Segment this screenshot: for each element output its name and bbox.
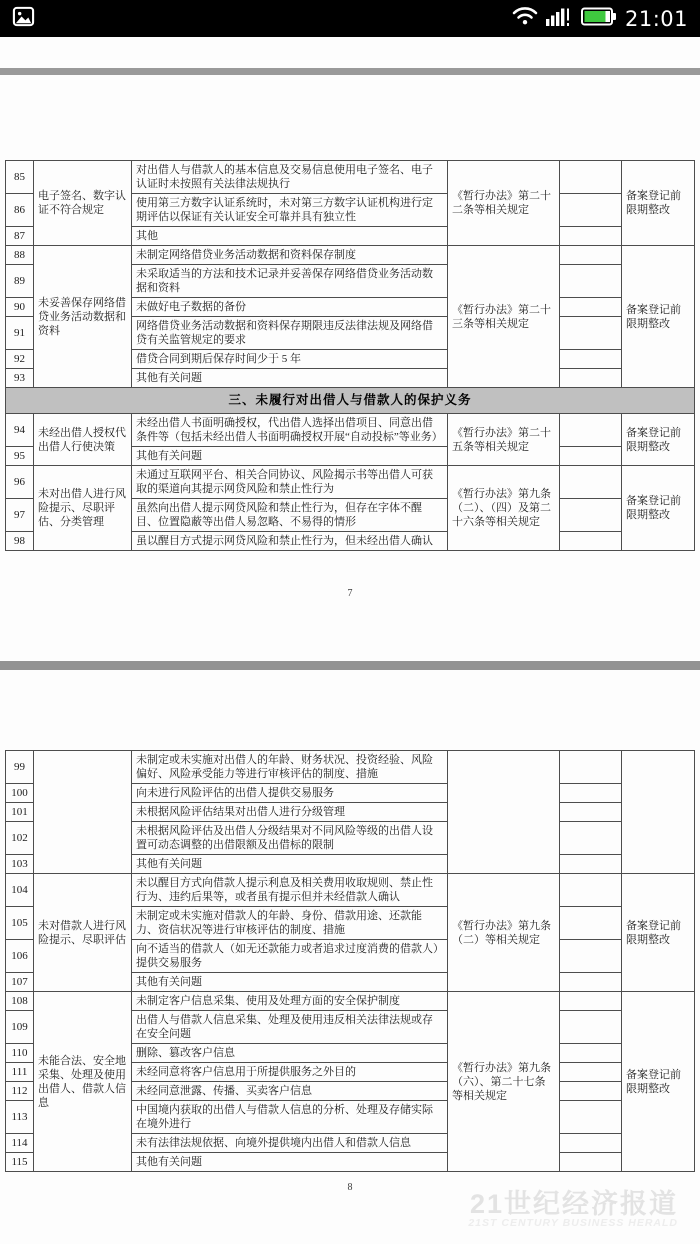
row-number-cell: 109 bbox=[6, 1011, 34, 1044]
table-row bbox=[6, 246, 695, 265]
violation-description-cell: 未做好电子数据的备份 bbox=[132, 298, 448, 317]
empty-check-cell bbox=[560, 227, 622, 246]
empty-check-cell bbox=[560, 414, 622, 447]
row-number-cell: 106 bbox=[6, 940, 34, 973]
wifi-icon bbox=[512, 6, 538, 31]
section-header: 三、未履行对出借人与借款人的保护义务 bbox=[6, 388, 695, 414]
empty-check-cell bbox=[560, 161, 622, 194]
row-number-cell: 103 bbox=[6, 855, 34, 874]
regulation-basis-cell: 《暂行办法》第九条（二）、（四）及第二十六条等相关规定 bbox=[448, 466, 560, 551]
regulation-basis-cell: 《暂行办法》第二十三条等相关规定 bbox=[448, 246, 560, 388]
violation-description-cell: 向未进行风险评估的出借人提供交易服务 bbox=[132, 784, 448, 803]
empty-check-cell bbox=[560, 265, 622, 298]
disposition-cell: 备案登记前限期整改 bbox=[622, 992, 695, 1172]
row-number-cell: 86 bbox=[6, 194, 34, 227]
row-number-cell: 99 bbox=[6, 751, 34, 784]
empty-check-cell bbox=[560, 940, 622, 973]
table-row bbox=[6, 414, 695, 447]
empty-check-cell bbox=[560, 350, 622, 369]
violation-description-cell: 其他有关问题 bbox=[132, 1153, 448, 1172]
violation-description-cell: 未根据风险评估及出借人分级结果对不同风险等级的出借人设置可动态调整的出借限额及出借标的限制 bbox=[132, 822, 448, 855]
empty-check-cell bbox=[560, 907, 622, 940]
violation-description-cell: 未通过互联网平台、相关合同协议、风险揭示书等出借人可获取的渠道向其提示网贷风险和禁止性行为 bbox=[132, 466, 448, 499]
empty-check-cell bbox=[560, 874, 622, 907]
status-bar bbox=[0, 0, 700, 37]
empty-check-cell bbox=[560, 973, 622, 992]
violation-description-cell: 其他有关问题 bbox=[132, 973, 448, 992]
row-number-cell: 100 bbox=[6, 784, 34, 803]
violation-description-cell: 借贷合同到期后保存时间少于 5 年 bbox=[132, 350, 448, 369]
violation-description-cell: 其他有关问题 bbox=[132, 855, 448, 874]
violation-description-cell: 未制定客户信息采集、使用及处理方面的安全保护制度 bbox=[132, 992, 448, 1011]
empty-check-cell bbox=[560, 1134, 622, 1153]
row-number-cell: 94 bbox=[6, 414, 34, 447]
violation-table-page7 bbox=[5, 160, 695, 551]
empty-check-cell bbox=[560, 447, 622, 466]
violation-description-cell: 未经出借人书面明确授权，代出借人选择出借项目、同意出借条件等（包括未经出借人书面明确授权开展“自动投标”等业务） bbox=[132, 414, 448, 447]
violation-description-cell: 其他 bbox=[132, 227, 448, 246]
category-cell: 未妥善保存网络借贷业务活动数据和资料 bbox=[34, 246, 132, 388]
row-number-cell: 111 bbox=[6, 1063, 34, 1082]
empty-check-cell bbox=[560, 803, 622, 822]
table-row bbox=[6, 992, 695, 1011]
row-number-cell: 108 bbox=[6, 992, 34, 1011]
clock: 21:01 bbox=[624, 6, 688, 31]
row-number-cell: 91 bbox=[6, 317, 34, 350]
row-number-cell: 85 bbox=[6, 161, 34, 194]
row-number-cell: 101 bbox=[6, 803, 34, 822]
violation-description-cell: 虽以醒目方式提示网贷风险和禁止性行为，但未经出借人确认 bbox=[132, 532, 448, 551]
regulation-basis-cell: 《暂行办法》第二十二条等相关规定 bbox=[448, 161, 560, 246]
category-cell: 未能合法、安全地采集、处理及使用出借人、借款人信息 bbox=[34, 992, 132, 1172]
category-cell: 未对出借人进行风险提示、尽职评估、分类管理 bbox=[34, 466, 132, 551]
regulation-basis-cell: 《暂行办法》第九条（六）、第二十七条等相关规定 bbox=[448, 992, 560, 1172]
row-number-cell: 102 bbox=[6, 822, 34, 855]
row-number-cell: 95 bbox=[6, 447, 34, 466]
page-number: 7 bbox=[347, 588, 353, 599]
category-cell: 未经出借人授权代出借人行使决策 bbox=[34, 414, 132, 466]
violation-description-cell: 未制定或未实施对借款人的年龄、身份、借款用途、还款能力、资信状况等进行审核评估的制度、措施 bbox=[132, 907, 448, 940]
image-notification-icon bbox=[12, 5, 35, 33]
empty-check-cell bbox=[560, 1044, 622, 1063]
row-number-cell: 89 bbox=[6, 265, 34, 298]
row-number-cell: 90 bbox=[6, 298, 34, 317]
table-row bbox=[6, 874, 695, 907]
empty-check-cell bbox=[560, 1082, 622, 1101]
empty-check-cell bbox=[560, 369, 622, 388]
watermark bbox=[468, 1190, 678, 1229]
empty-check-cell bbox=[560, 532, 622, 551]
table-row bbox=[6, 388, 695, 414]
row-number-cell: 97 bbox=[6, 499, 34, 532]
empty-check-cell bbox=[560, 298, 622, 317]
violation-description-cell: 未经同意将客户信息用于所提供服务之外目的 bbox=[132, 1063, 448, 1082]
page-number: 8 bbox=[347, 1182, 353, 1193]
empty-check-cell bbox=[560, 1063, 622, 1082]
row-number-cell: 104 bbox=[6, 874, 34, 907]
disposition-cell: 备案登记前限期整改 bbox=[622, 874, 695, 992]
table-row bbox=[6, 161, 695, 194]
violation-description-cell: 未制定或未实施对出借人的年龄、财务状况、投资经验、风险偏好、风险承受能力等进行审核评估的制度、措施 bbox=[132, 751, 448, 784]
row-number-cell: 114 bbox=[6, 1134, 34, 1153]
empty-check-cell bbox=[560, 194, 622, 227]
violation-table-page8 bbox=[5, 750, 695, 1172]
violation-description-cell: 未根据风险评估结果对出借人进行分级管理 bbox=[132, 803, 448, 822]
page-divider bbox=[0, 661, 700, 670]
violation-description-cell: 删除、篡改客户信息 bbox=[132, 1044, 448, 1063]
disposition-cell bbox=[622, 751, 695, 874]
violation-description-cell: 未制定网络借贷业务活动数据和资料保存制度 bbox=[132, 246, 448, 265]
watermark-subtitle: 21ST CENTURY BUSINESS HERALD bbox=[468, 1217, 678, 1230]
violation-description-cell: 未采取适当的方法和技术记录并妥善保存网络借贷业务活动数据和资料 bbox=[132, 265, 448, 298]
table-row bbox=[6, 466, 695, 499]
empty-check-cell bbox=[560, 1101, 622, 1134]
regulation-basis-cell: 《暂行办法》第二十五条等相关规定 bbox=[448, 414, 560, 466]
category-cell bbox=[34, 751, 132, 874]
row-number-cell: 107 bbox=[6, 973, 34, 992]
violation-description-cell: 未以醒目方式向借款人提示利息及相关费用收取规则、禁止性行为、违约后果等，或者虽有提示但并未经借款人确认 bbox=[132, 874, 448, 907]
empty-check-cell bbox=[560, 992, 622, 1011]
empty-check-cell bbox=[560, 855, 622, 874]
page-divider bbox=[0, 68, 700, 75]
disposition-cell: 备案登记前限期整改 bbox=[622, 161, 695, 246]
row-number-cell: 98 bbox=[6, 532, 34, 551]
empty-check-cell bbox=[560, 822, 622, 855]
row-number-cell: 92 bbox=[6, 350, 34, 369]
row-number-cell: 93 bbox=[6, 369, 34, 388]
category-cell: 电子签名、数字认证不符合规定 bbox=[34, 161, 132, 246]
battery-icon bbox=[581, 7, 617, 31]
violation-description-cell: 出借人与借款人信息采集、处理及使用违反相关法律法规或存在安全问题 bbox=[132, 1011, 448, 1044]
table-row bbox=[6, 751, 695, 784]
row-number-cell: 87 bbox=[6, 227, 34, 246]
violation-description-cell: 虽然向出借人提示网贷风险和禁止性行为，但存在字体不醒目、位置隐蔽等出借人易忽略、不易得的情形 bbox=[132, 499, 448, 532]
violation-description-cell: 向不适当的借款人（如无还款能力或者追求过度消费的借款人）提供交易服务 bbox=[132, 940, 448, 973]
signal-strength-icon bbox=[546, 6, 573, 31]
row-number-cell: 105 bbox=[6, 907, 34, 940]
violation-description-cell: 未经同意泄露、传播、买卖客户信息 bbox=[132, 1082, 448, 1101]
empty-check-cell bbox=[560, 246, 622, 265]
category-cell: 未对借款人进行风险提示、尽职评估 bbox=[34, 874, 132, 992]
violation-description-cell: 未有法律法规依据、向境外提供境内出借人和借款人信息 bbox=[132, 1134, 448, 1153]
row-number-cell: 110 bbox=[6, 1044, 34, 1063]
violation-description-cell: 网络借贷业务活动数据和资料保存期限违反法律法规及网络借贷有关监管规定的要求 bbox=[132, 317, 448, 350]
violation-description-cell: 其他有关问题 bbox=[132, 369, 448, 388]
violation-description-cell: 中国境内获取的出借人与借款人信息的分析、处理及存储实际在境外进行 bbox=[132, 1101, 448, 1134]
empty-check-cell bbox=[560, 1011, 622, 1044]
disposition-cell: 备案登记前限期整改 bbox=[622, 414, 695, 466]
violation-description-cell: 对出借人与借款人的基本信息及交易信息使用电子签名、电子认证时未按照有关法律法规执行 bbox=[132, 161, 448, 194]
empty-check-cell bbox=[560, 499, 622, 532]
row-number-cell: 113 bbox=[6, 1101, 34, 1134]
violation-description-cell: 使用第三方数字认证系统时，未对第三方数字认证机构进行定期评估以保证有关认证安全可靠并具有独立性 bbox=[132, 194, 448, 227]
row-number-cell: 88 bbox=[6, 246, 34, 265]
watermark-title: 21世纪经济报道 bbox=[469, 1189, 678, 1219]
row-number-cell: 96 bbox=[6, 466, 34, 499]
empty-check-cell bbox=[560, 751, 622, 784]
row-number-cell: 115 bbox=[6, 1153, 34, 1172]
empty-check-cell bbox=[560, 317, 622, 350]
disposition-cell: 备案登记前限期整改 bbox=[622, 466, 695, 551]
empty-check-cell bbox=[560, 466, 622, 499]
violation-description-cell: 其他有关问题 bbox=[132, 447, 448, 466]
regulation-basis-cell bbox=[448, 751, 560, 874]
row-number-cell: 112 bbox=[6, 1082, 34, 1101]
disposition-cell: 备案登记前限期整改 bbox=[622, 246, 695, 388]
regulation-basis-cell: 《暂行办法》第九条（二）等相关规定 bbox=[448, 874, 560, 992]
empty-check-cell bbox=[560, 1153, 622, 1172]
empty-check-cell bbox=[560, 784, 622, 803]
